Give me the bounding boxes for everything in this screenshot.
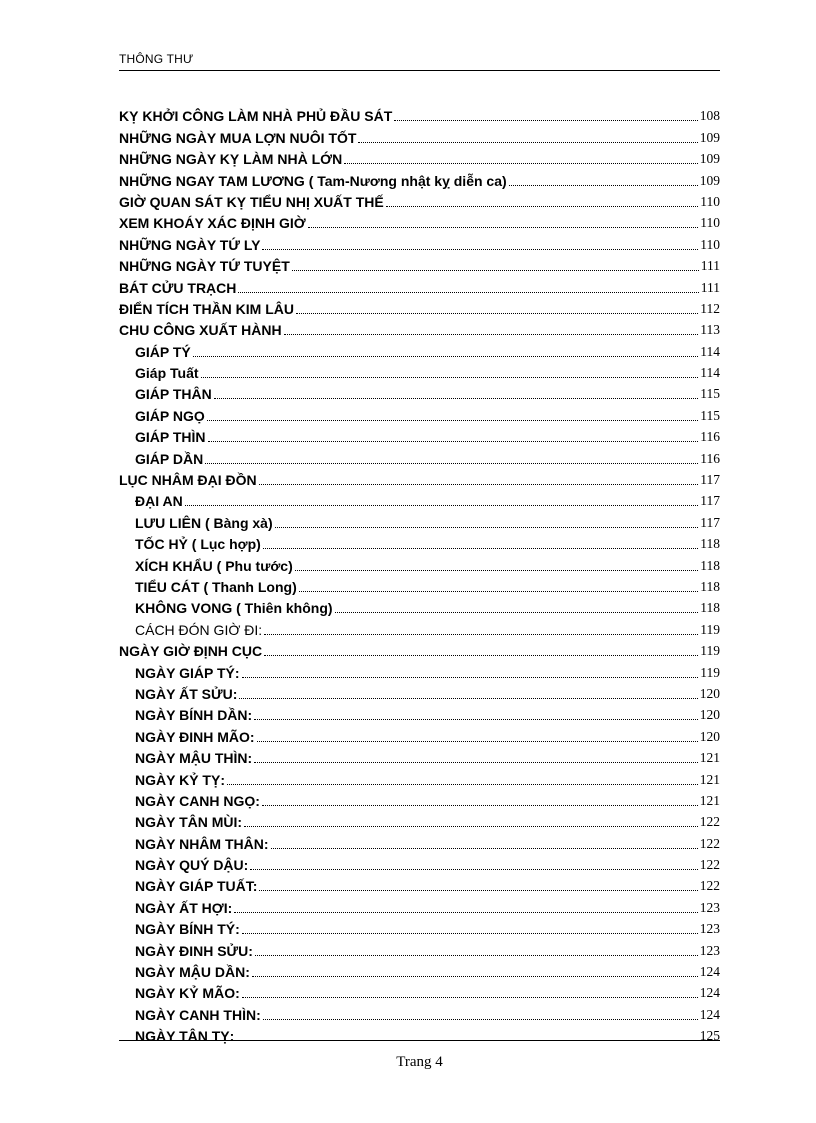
toc-entry-page: 108: [699, 108, 720, 124]
toc-entry[interactable]: [119, 1001, 720, 1022]
dot-leader: [234, 912, 698, 913]
toc-entry-title: NGÀY GIÁP TUẤT:: [135, 878, 258, 895]
toc-entry[interactable]: [119, 681, 720, 702]
toc-entry[interactable]: [119, 296, 720, 317]
toc-entry[interactable]: [119, 702, 720, 723]
toc-entry-title: NGÀY TÂN TỴ:: [135, 1028, 235, 1045]
table-of-contents: [119, 103, 720, 1044]
toc-entry[interactable]: [119, 852, 720, 873]
toc-entry-title: ĐẠI AN: [135, 493, 183, 510]
toc-entry-page: 109: [699, 151, 720, 167]
toc-entry-page: 122: [699, 814, 720, 830]
dot-leader: [254, 719, 698, 720]
toc-entry-page: 113: [700, 322, 720, 338]
toc-entry[interactable]: [119, 873, 720, 894]
toc-entry-title: NGÀY BÍNH DẦN:: [135, 707, 253, 724]
toc-entry-title: NGÀY CANH NGỌ:: [135, 792, 260, 809]
toc-entry-page: 117: [700, 514, 720, 530]
footer-rule: [119, 1040, 720, 1041]
toc-entry-page: 125: [699, 1028, 720, 1044]
toc-entry[interactable]: [119, 980, 720, 1001]
toc-entry-title: NGÀY ĐINH MÃO:: [135, 728, 255, 745]
toc-entry[interactable]: [119, 467, 720, 488]
toc-entry[interactable]: [119, 595, 720, 616]
toc-entry-page: 109: [699, 172, 720, 188]
toc-entry[interactable]: [119, 766, 720, 787]
toc-entry[interactable]: [119, 488, 720, 509]
toc-entry-title: CÁCH ĐÓN GIỜ ĐI:: [135, 621, 263, 638]
dot-leader: [264, 634, 698, 635]
dot-leader: [207, 420, 698, 421]
dot-leader: [299, 591, 699, 592]
toc-entry[interactable]: [119, 959, 720, 980]
dot-leader: [262, 805, 698, 806]
toc-entry-title: Giáp Tuất: [135, 365, 199, 382]
toc-entry-page: 110: [700, 236, 720, 252]
toc-entry-page: 120: [699, 728, 720, 744]
dot-leader: [335, 612, 699, 613]
toc-entry-page: 120: [699, 707, 720, 723]
toc-entry[interactable]: [119, 445, 720, 466]
toc-entry-title: GIÁP THÂN: [135, 386, 212, 403]
dot-leader: [238, 292, 698, 293]
toc-entry[interactable]: [119, 723, 720, 744]
toc-entry-title: NGÀY TÂN MÙI:: [135, 814, 243, 831]
dot-leader: [185, 505, 699, 506]
toc-entry[interactable]: [119, 231, 720, 252]
toc-entry-title: LỤC NHÂM ĐẠI ĐỒN: [119, 472, 257, 489]
toc-entry-page: 111: [700, 279, 720, 295]
dot-leader: [254, 762, 698, 763]
toc-entry[interactable]: [119, 659, 720, 680]
dot-leader: [259, 484, 699, 485]
toc-entry-page: 114: [700, 343, 720, 359]
dot-leader: [292, 270, 699, 271]
dot-leader: [242, 677, 699, 678]
toc-entry-title: GIÁP DẦN: [135, 450, 204, 467]
toc-entry-title: NGÀY KỶ MÃO:: [135, 985, 240, 1002]
toc-entry-page: 123: [699, 899, 720, 915]
toc-entry-page: 111: [700, 258, 720, 274]
dot-leader: [344, 163, 698, 164]
toc-entry-page: 117: [700, 493, 720, 509]
toc-entry-title: GIỜ QUAN SÁT KỴ TIỂU NHỊ XUẤT THẾ: [119, 193, 384, 210]
dot-leader: [208, 441, 699, 442]
dot-leader: [242, 933, 698, 934]
toc-entry[interactable]: [119, 616, 720, 637]
toc-entry-title: LƯU LIÊN ( Bàng xà): [135, 514, 273, 531]
toc-entry-title: NGÀY MẬU THÌN:: [135, 750, 253, 767]
dot-leader: [308, 227, 699, 228]
toc-entry-page: 115: [700, 386, 720, 402]
toc-entry-title: ĐIỂN TÍCH THẦN KIM LÂU: [119, 300, 294, 317]
toc-entry-title: NGÀY MẬU DẦN:: [135, 964, 250, 981]
toc-entry-title: TIỂU CÁT ( Thanh Long): [135, 578, 297, 595]
toc-entry-title: NGÀY ẤT HỢI:: [135, 899, 233, 916]
toc-entry[interactable]: [119, 937, 720, 958]
toc-entry[interactable]: [119, 381, 720, 402]
toc-entry-title: CHU CÔNG XUẤT HÀNH: [119, 322, 282, 339]
toc-entry-page: 121: [699, 771, 720, 787]
toc-entry-title: KHÔNG VONG ( Thiên không): [135, 600, 333, 617]
toc-entry[interactable]: [119, 189, 720, 210]
toc-entry[interactable]: [119, 338, 720, 359]
toc-entry[interactable]: [119, 916, 720, 937]
toc-entry-title: BÁT CỬU TRẠCH: [119, 279, 237, 296]
toc-entry-title: NGÀY ẤT SỬU:: [135, 685, 238, 702]
toc-entry-page: 117: [700, 472, 720, 488]
toc-entry[interactable]: [119, 124, 720, 145]
toc-entry-page: 118: [700, 600, 720, 616]
dot-leader: [271, 848, 698, 849]
dot-leader: [295, 570, 698, 571]
toc-entry[interactable]: [119, 146, 720, 167]
toc-entry-page: 123: [699, 921, 720, 937]
toc-entry-title: GIÁP THÌN: [135, 429, 206, 446]
dot-leader: [227, 784, 698, 785]
toc-entry-title: GIÁP TÝ: [135, 343, 191, 360]
toc-entry-title: NGÀY QUÝ DẬU:: [135, 857, 249, 874]
toc-entry[interactable]: [119, 830, 720, 851]
dot-leader: [263, 548, 698, 549]
toc-entry-page: 122: [699, 835, 720, 851]
dot-leader: [244, 826, 698, 827]
toc-entry-title: NHỮNG NGÀY TỨ TUYỆT: [119, 258, 290, 275]
dot-leader: [257, 741, 698, 742]
toc-entry[interactable]: [119, 531, 720, 552]
toc-entry-title: NHỮNG NGÀY KỴ LÀM NHÀ LỚN: [119, 151, 343, 168]
toc-entry[interactable]: [119, 424, 720, 445]
dot-leader: [252, 976, 698, 977]
toc-entry-title: XEM KHOÁY XÁC ĐỊNH GIỜ: [119, 215, 306, 232]
dot-leader: [394, 120, 697, 121]
toc-entry-page: 116: [700, 450, 720, 466]
toc-entry-page: 124: [699, 985, 720, 1001]
toc-entry[interactable]: [119, 103, 720, 124]
toc-entry-title: KỴ KHỞI CÔNG LÀM NHÀ PHỦ ĐẦU SÁT: [119, 108, 393, 125]
toc-entry[interactable]: [119, 210, 720, 231]
toc-entry-title: NGÀY ĐINH SỬU:: [135, 942, 253, 959]
toc-entry-title: XÍCH KHẨU ( Phu tước): [135, 557, 293, 574]
toc-entry[interactable]: [119, 253, 720, 274]
running-header: THÔNG THƯ: [119, 52, 194, 66]
toc-entry-page: 119: [700, 664, 720, 680]
dot-leader: [275, 527, 699, 528]
toc-entry[interactable]: [119, 360, 720, 381]
toc-entry-page: 110: [700, 193, 720, 209]
toc-entry-page: 118: [700, 578, 720, 594]
toc-entry-page: 115: [700, 407, 720, 423]
toc-entry[interactable]: [119, 745, 720, 766]
toc-entry-title: GIÁP NGỌ: [135, 407, 205, 424]
toc-entry[interactable]: [119, 274, 720, 295]
dot-leader: [205, 463, 698, 464]
dot-leader: [284, 334, 699, 335]
toc-entry[interactable]: [119, 894, 720, 915]
dot-leader: [263, 1019, 698, 1020]
toc-entry[interactable]: [119, 167, 720, 188]
dot-leader: [255, 955, 698, 956]
toc-entry-title: NGÀY GIỜ ĐỊNH CỤC: [119, 643, 263, 660]
toc-entry-page: 119: [700, 621, 720, 637]
toc-entry-page: 118: [700, 536, 720, 552]
toc-entry-title: NGÀY BÍNH TÝ:: [135, 921, 240, 938]
toc-entry-title: NHỮNG NGAY TAM LƯƠNG ( Tam-Nương nhật kỵ diễn ca): [119, 172, 507, 189]
toc-entry-page: 112: [700, 300, 720, 316]
toc-entry-page: 109: [699, 129, 720, 145]
dot-leader: [264, 655, 698, 656]
toc-entry[interactable]: [119, 317, 720, 338]
dot-leader: [386, 206, 699, 207]
toc-entry[interactable]: [119, 574, 720, 595]
toc-entry[interactable]: [119, 809, 720, 830]
dot-leader: [259, 890, 697, 891]
toc-entry-page: 121: [699, 750, 720, 766]
dot-leader: [242, 997, 698, 998]
toc-entry-page: 120: [699, 685, 720, 701]
dot-leader: [239, 698, 697, 699]
toc-entry-title: NHỮNG NGÀY MUA LỢN NUÔI TỐT: [119, 129, 357, 146]
toc-entry-page: 118: [700, 557, 720, 573]
toc-entry[interactable]: [119, 788, 720, 809]
toc-entry-title: NGÀY GIÁP TÝ:: [135, 664, 240, 681]
toc-entry-page: 122: [699, 857, 720, 873]
dot-leader: [509, 185, 698, 186]
toc-entry-page: 122: [699, 878, 720, 894]
dot-leader: [358, 142, 697, 143]
toc-entry-page: 119: [700, 643, 720, 659]
toc-entry-title: NHỮNG NGÀY TỨ LY: [119, 236, 261, 253]
toc-entry-title: NGÀY NHÂM THÂN:: [135, 835, 269, 852]
toc-entry-page: 121: [699, 792, 720, 808]
header-rule: [119, 70, 720, 71]
dot-leader: [214, 398, 699, 399]
page-number: Trang 4: [396, 1054, 443, 1070]
toc-entry-title: NGÀY CANH THÌN:: [135, 1006, 261, 1023]
toc-entry-title: NGÀY KỶ TỴ:: [135, 771, 225, 788]
dot-leader: [296, 313, 698, 314]
toc-entry[interactable]: [119, 638, 720, 659]
dot-leader: [250, 869, 697, 870]
toc-entry-page: 114: [700, 365, 720, 381]
toc-entry-page: 116: [700, 429, 720, 445]
toc-entry-page: 124: [699, 964, 720, 980]
toc-entry[interactable]: [119, 509, 720, 530]
dot-leader: [193, 356, 698, 357]
toc-entry-page: 123: [699, 942, 720, 958]
toc-entry-page: 110: [700, 215, 720, 231]
dot-leader: [262, 249, 698, 250]
toc-entry[interactable]: [119, 402, 720, 423]
toc-entry-page: 124: [699, 1006, 720, 1022]
toc-entry[interactable]: [119, 552, 720, 573]
dot-leader: [201, 377, 699, 378]
toc-entry-title: TỐC HỶ ( Lục hợp): [135, 536, 261, 553]
